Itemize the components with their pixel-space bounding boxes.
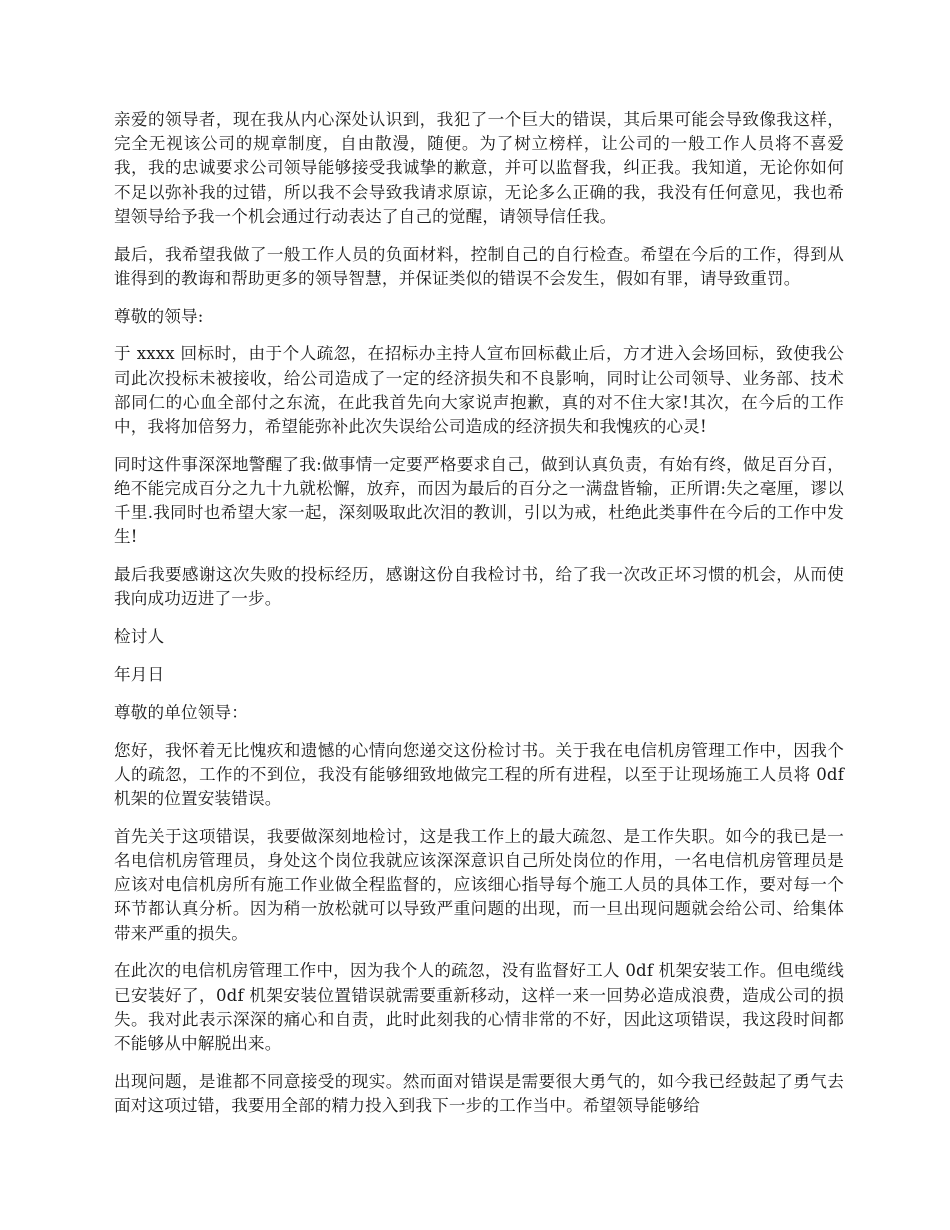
paragraph-telecom-incident: 在此次的电信机房管理工作中，因为我个人的疏忽，没有监督好工人 0df 机架安装工作。但电缆线已安装好了，0df 机架安装位置错误就需要重新移动，这样一来一回势必造成浪费，造成公司的损失。我对此表示深深的痛心和自责，此时此刻我的心情非常的不好，因此这项错误，我这段时间都不能够从中解脱出来。 — [114, 961, 844, 1054]
paragraph-apology-intro: 亲爱的领导者，现在我从内心深处认识到，我犯了一个巨大的错误，其后果可能会导致像我这样，完全无视该公司的规章制度，自由散漫，随便。为了树立榜样，让公司的一般工作人员将不喜爱我，我的忠诚要求公司领导能够接受我诚挚的歉意，并可以监督我，纠正我。我知道，无论你如何不足以弥补我的过错，所以我不会导致我请求原谅，无论多么正确的我，我没有任何意见，我也希望领导给予我一个机会通过行动表达了自己的觉醒，请领导信任我。 — [114, 110, 844, 226]
paragraph-lesson-learned: 同时这件事深深地警醒了我:做事情一定要严格要求自己，做到认真负责，有始有终，做足百分百，绝不能完成百分之九十九就松懈，放弃，而因为最后的百分之一满盘皆输，正所谓:失之毫厘，谬以千里.我同时也希望大家一起，深刻吸取此次泪的教训，引以为戒，杜绝此类事件在今后的工作中发生! — [114, 454, 844, 547]
signature-reviewer: 检讨人 — [114, 627, 165, 647]
paragraph-apology-closing: 最后，我希望我做了一般工作人员的负面材料，控制自己的自行检查。希望在今后的工作，得到从谁得到的教诲和帮助更多的领导智慧，并保证类似的错误不会发生，假如有罪，请导致重罚。 — [114, 244, 844, 288]
paragraph-telecom-reflection: 首先关于这项错误，我要做深刻地检讨，这是我工作上的最大疏忽、是工作失职。如今的我已是一名电信机房管理员，身处这个岗位我就应该深深意识自己所处岗位的作用，一名电信机房管理员是应该对电信机房所有施工作业做全程监督的，应该细心指导每个施工人员的具体工作，要对每一个环节都认真分析。因为稍一放松就可以导致严重问题的出现，而一旦出现问题就会给公司、给集体带来严重的损失。 — [114, 826, 844, 943]
paragraph-bid-incident: 于 xxxx 回标时，由于个人疏忽，在招标办主持人宣布回标截止后，方才进入会场回标，致使我公司此次投标未被接收，给公司造成了一定的经济损失和不良影响，同时让公司领导、业务部、技术部同仁的心血全部付之东流，在此我首先向大家说声抱歉，真的对不住大家!其次，在今后的工作中，我将加倍努力，希望能弥补此次失误给公司造成的经济损失和我愧疚的心灵! — [114, 344, 844, 437]
paragraph-telecom-intro: 您好，我怀着无比愧疚和遗憾的心情向您递交这份检讨书。关于我在电信机房管理工作中，因我个人的疏忽，工作的不到位，我没有能够细致地做完工程的所有进程，以至于让现场施工人员将 0df 机架的位置安装错误。 — [114, 740, 844, 809]
salutation-leader: 尊敬的领导: — [114, 306, 204, 326]
paragraph-thanks: 最后我要感谢这次失败的投标经历，感谢这份自我检讨书，给了我一次改正坏习惯的机会，从而使我向成功迈进了一步。 — [114, 565, 844, 609]
paragraph-telecom-resolve: 出现问题，是谁都不同意接受的现实。然而面对错误是需要很大勇气的，如今我已经鼓起了勇气去面对这项过错，我要用全部的精力投入到我下一步的工作当中。希望领导能够给 — [114, 1071, 844, 1116]
signature-date: 年月日 — [114, 665, 165, 685]
salutation-unit-leader: 尊敬的单位领导： — [114, 702, 248, 722]
document-body — [114, 108, 844, 1132]
